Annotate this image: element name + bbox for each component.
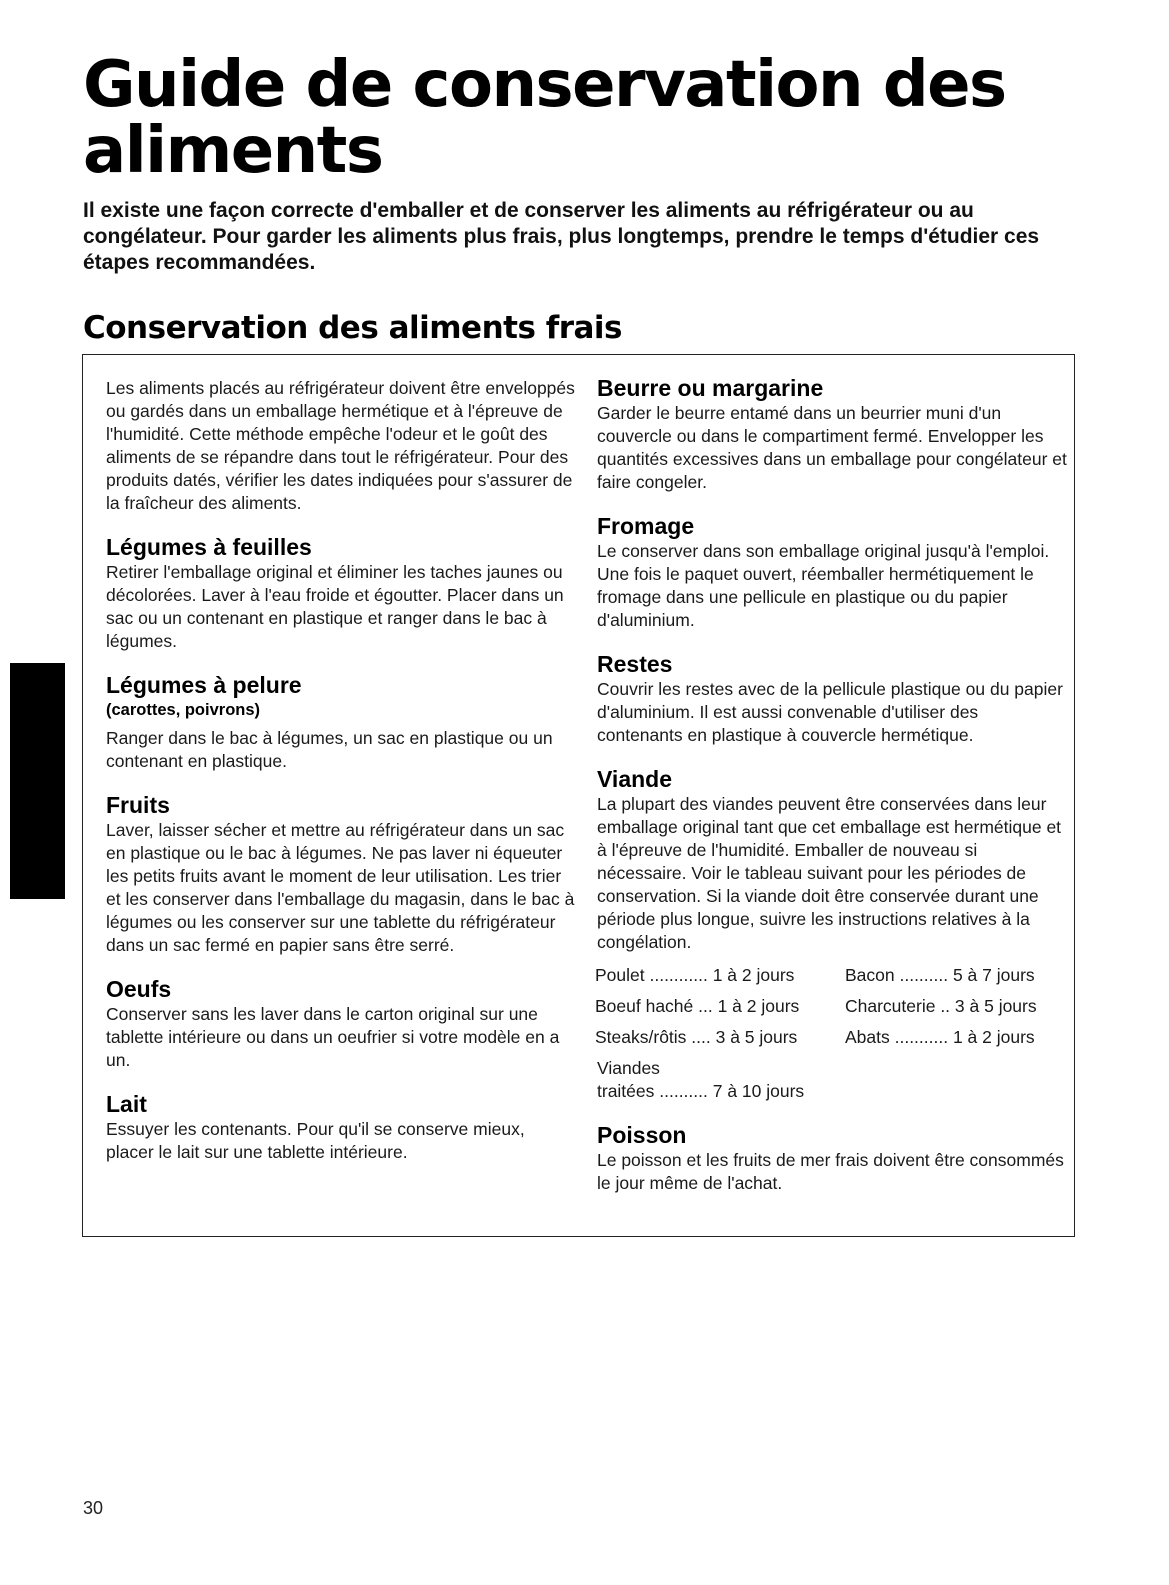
storage-intro-text: Les aliments placés au réfrigérateur doivent être enveloppés ou gardés dans un emballage hermétique et à l'épreuve de l'humidité. Cette méthode empêche l'odeur et le goût des aliments de se répandre dans tout le réfrigérateur. Pour des produits datés, vérifier les dates indiquées pour s'assurer de la fraîcheur des aliments. bbox=[106, 378, 575, 513]
cheese-heading: Fromage bbox=[597, 513, 695, 539]
cheese-text: Le conserver dans son emballage original jusqu'à l'emploi. Une fois le paquet ouvert, réemballer hermétiquement le fromage dans une pellicule en plastique ou du papier d'aluminium. bbox=[597, 541, 1050, 630]
eggs-text: Conserver sans les laver dans le carton original sur une tablette intérieure ou dans un oeufrier si votre modèle en a un. bbox=[106, 1004, 560, 1070]
root-vegetables-heading: Légumes à pelure bbox=[106, 672, 302, 698]
table-row bbox=[595, 964, 1037, 995]
leftovers-heading: Restes bbox=[597, 651, 673, 677]
table-row bbox=[595, 1026, 1037, 1057]
fruits-heading: Fruits bbox=[106, 792, 170, 818]
butter-heading: Beurre ou margarine bbox=[597, 375, 824, 401]
eggs-heading: Oeufs bbox=[106, 976, 172, 1002]
table-cell: Abats ........... 1 à 2 jours bbox=[845, 1027, 1035, 1047]
intro-paragraph: Il existe une façon correcte d'emballer et de conserver les aliments au réfrigérateur ou au congélateur. Pour garder les aliments plus frais, plus longtemps, prendre le temps d'étudier ces étapes recommandées. bbox=[83, 199, 1040, 274]
table-cell: Steaks/rôtis .... 3 à 5 jours bbox=[595, 1027, 798, 1047]
leafy-vegetables-heading: Légumes à feuilles bbox=[106, 534, 312, 560]
fruits-text: Laver, laisser sécher et mettre au réfrigérateur dans un sac en plastique ou le bac à légumes. Ne pas laver ni équeuter les petits fruits avant le moment de leur utilisation. Les trier et les conserver dans l'emballage du magasin, dans le bac à légumes ou les conserver sur une tablette du réfrigérateur dans un sac fermé en papier sans être serré. bbox=[106, 820, 575, 955]
root-vegetables-text: Ranger dans le bac à légumes, un sac en plastique ou un contenant en plastique. bbox=[106, 728, 553, 771]
milk-text: Essuyer les contenants. Pour qu'il se conserve mieux, placer le lait sur une tablette intérieure. bbox=[106, 1119, 525, 1162]
leafy-vegetables-text: Retirer l'emballage original et éliminer les taches jaunes ou décolorées. Laver à l'eau froide et égoutter. Placer dans un sac ou un contenant en plastique et ranger dans le bac à légumes. bbox=[106, 562, 564, 651]
milk-heading: Lait bbox=[106, 1091, 147, 1117]
table-cell: Bacon .......... 5 à 7 jours bbox=[845, 965, 1035, 985]
processed-meat-label: Viandes bbox=[597, 1058, 660, 1078]
leftovers-text: Couvrir les restes avec de la pellicule plastique ou du papier d'aluminium. Il est aussi convenable d'utiliser des contenants en plastique à couvercle hermétique. bbox=[597, 679, 1063, 745]
table-row bbox=[595, 995, 1037, 1026]
table-cell: Boeuf haché ... 1 à 2 jours bbox=[595, 996, 800, 1016]
section-title: Conservation des aliments frais bbox=[83, 310, 622, 346]
butter-text: Garder le beurre entamé dans un beurrier muni d'un couvercle ou dans le compartiment fermé. Envelopper les quantités excessives dans un emballage pour congélateur et faire congeler. bbox=[597, 403, 1067, 492]
right-column bbox=[597, 374, 1067, 1195]
fish-heading: Poisson bbox=[597, 1122, 687, 1148]
processed-meat-duration: traitées .......... 7 à 10 jours bbox=[597, 1081, 805, 1101]
table-cell: Charcuterie .. 3 à 5 jours bbox=[845, 996, 1037, 1016]
page-number: 30 bbox=[83, 1498, 104, 1518]
table-cell: Poulet ............ 1 à 2 jours bbox=[595, 965, 795, 985]
meat-storage-table bbox=[595, 964, 1037, 1057]
left-column bbox=[106, 377, 576, 1164]
meat-text: La plupart des viandes peuvent être conservées dans leur emballage original tant que cet emballage est hermétique et à l'épreuve de l'humidité. Emballer de nouveau si nécessaire. Voir le tableau suivant pour les périodes de conservation. Si la viande doit être conservée durant une période plus longue, suivre les instructions relatives à la congélation. bbox=[597, 794, 1062, 952]
root-vegetables-subtitle: (carottes, poivrons) bbox=[106, 701, 261, 719]
meat-heading: Viande bbox=[597, 766, 672, 792]
fish-text: Le poisson et les fruits de mer frais doivent être consommés le jour même de l'achat. bbox=[597, 1150, 1064, 1193]
page-title: Guide de conservation des aliments bbox=[83, 48, 1006, 188]
side-tab-marker bbox=[10, 663, 65, 899]
